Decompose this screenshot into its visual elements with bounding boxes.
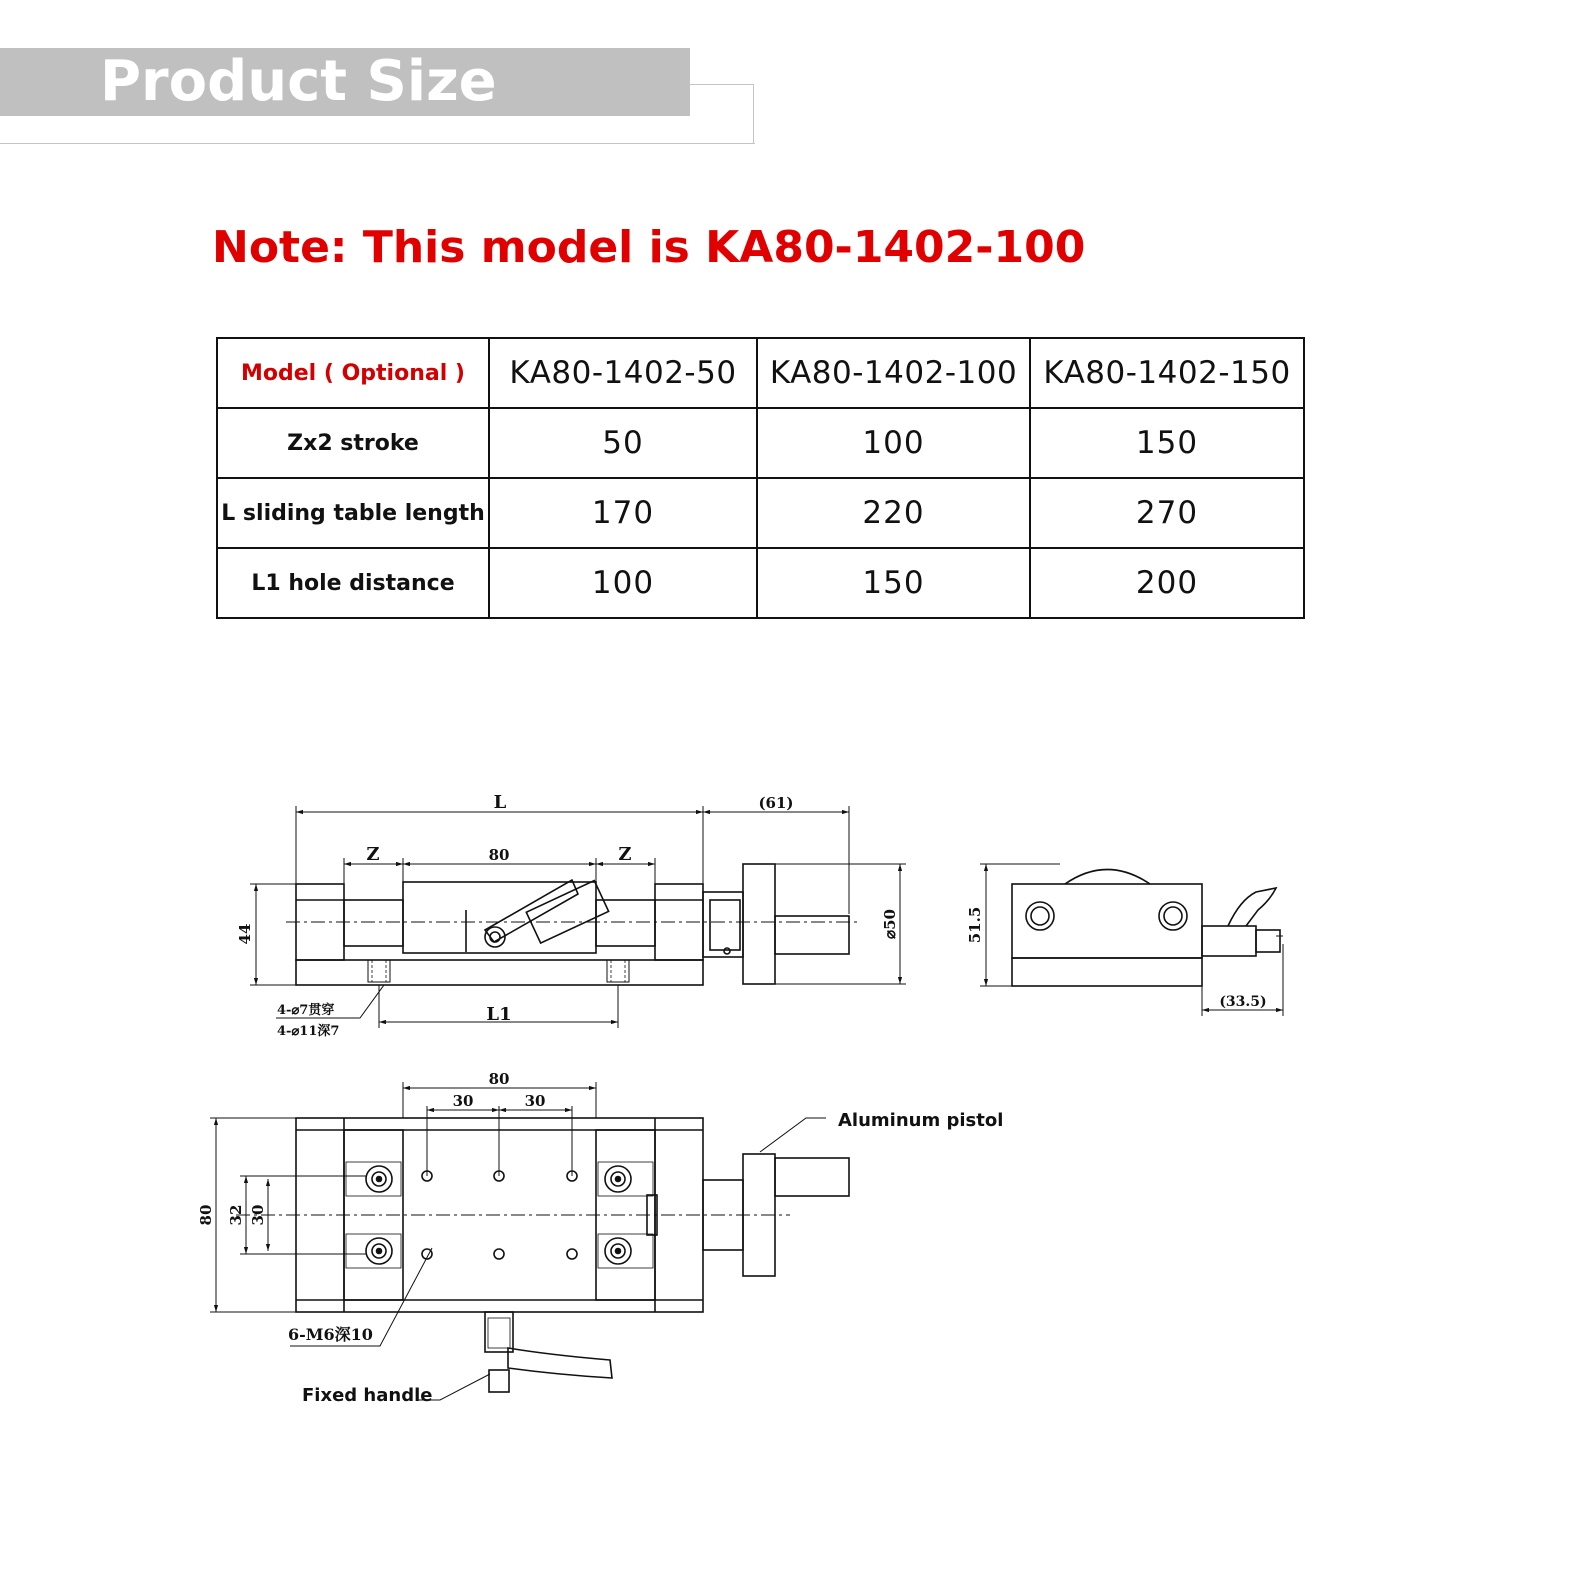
model-note: Note: This model is KA80-1402-100 (212, 222, 1086, 273)
aluminum-pistol-label: Aluminum pistol (838, 1110, 1004, 1131)
dim-30-left: 30 (249, 1204, 267, 1226)
dim-51-5: 51.5 (966, 906, 984, 944)
dim-33-5: (33.5) (1219, 994, 1267, 1010)
page-title: Product Size (100, 49, 497, 114)
table-cell: 50 (489, 408, 757, 478)
dim-Z-left: Z (366, 844, 380, 865)
row-label: Zx2 stroke (217, 408, 489, 478)
model-cell: KA80-1402-100 (757, 338, 1030, 408)
row-label: L1 hole distance (217, 548, 489, 618)
table-cell: 100 (757, 408, 1030, 478)
hole-note-through: 4-⌀7贯穿 (277, 1003, 335, 1018)
table-cell: 100 (489, 548, 757, 618)
model-header-cell: Model ( Optional ) (217, 338, 489, 408)
thread-note: 6-M6深10 (288, 1325, 373, 1344)
dim-L1: L1 (486, 1004, 512, 1025)
model-cell: KA80-1402-50 (489, 338, 757, 408)
front-view (236, 792, 906, 1039)
dim-80-top: 80 (488, 1070, 510, 1088)
dim-80-left: 80 (197, 1204, 215, 1226)
table-cell: 150 (757, 548, 1030, 618)
dim-61: (61) (758, 794, 794, 812)
table-cell: 270 (1030, 478, 1304, 548)
dim-32: 32 (227, 1204, 245, 1226)
row-label: L sliding table length (217, 478, 489, 548)
model-cell: KA80-1402-150 (1030, 338, 1304, 408)
table-cell: 150 (1030, 408, 1304, 478)
dim-L: L (493, 792, 507, 813)
table-cell: 170 (489, 478, 757, 548)
top-view (197, 1070, 1003, 1406)
dim-50: ⌀50 (881, 909, 899, 939)
dim-30-a: 30 (452, 1092, 474, 1110)
table-cell: 200 (1030, 548, 1304, 618)
hole-note-counterbore: 4-⌀11深7 (277, 1024, 340, 1039)
dim-44: 44 (236, 923, 254, 945)
dim-80: 80 (488, 846, 510, 864)
side-view (966, 864, 1283, 1016)
dim-30-b: 30 (524, 1092, 546, 1110)
dim-Z-right: Z (618, 844, 632, 865)
fixed-handle-label: Fixed handle (302, 1385, 433, 1406)
table-cell: 220 (757, 478, 1030, 548)
